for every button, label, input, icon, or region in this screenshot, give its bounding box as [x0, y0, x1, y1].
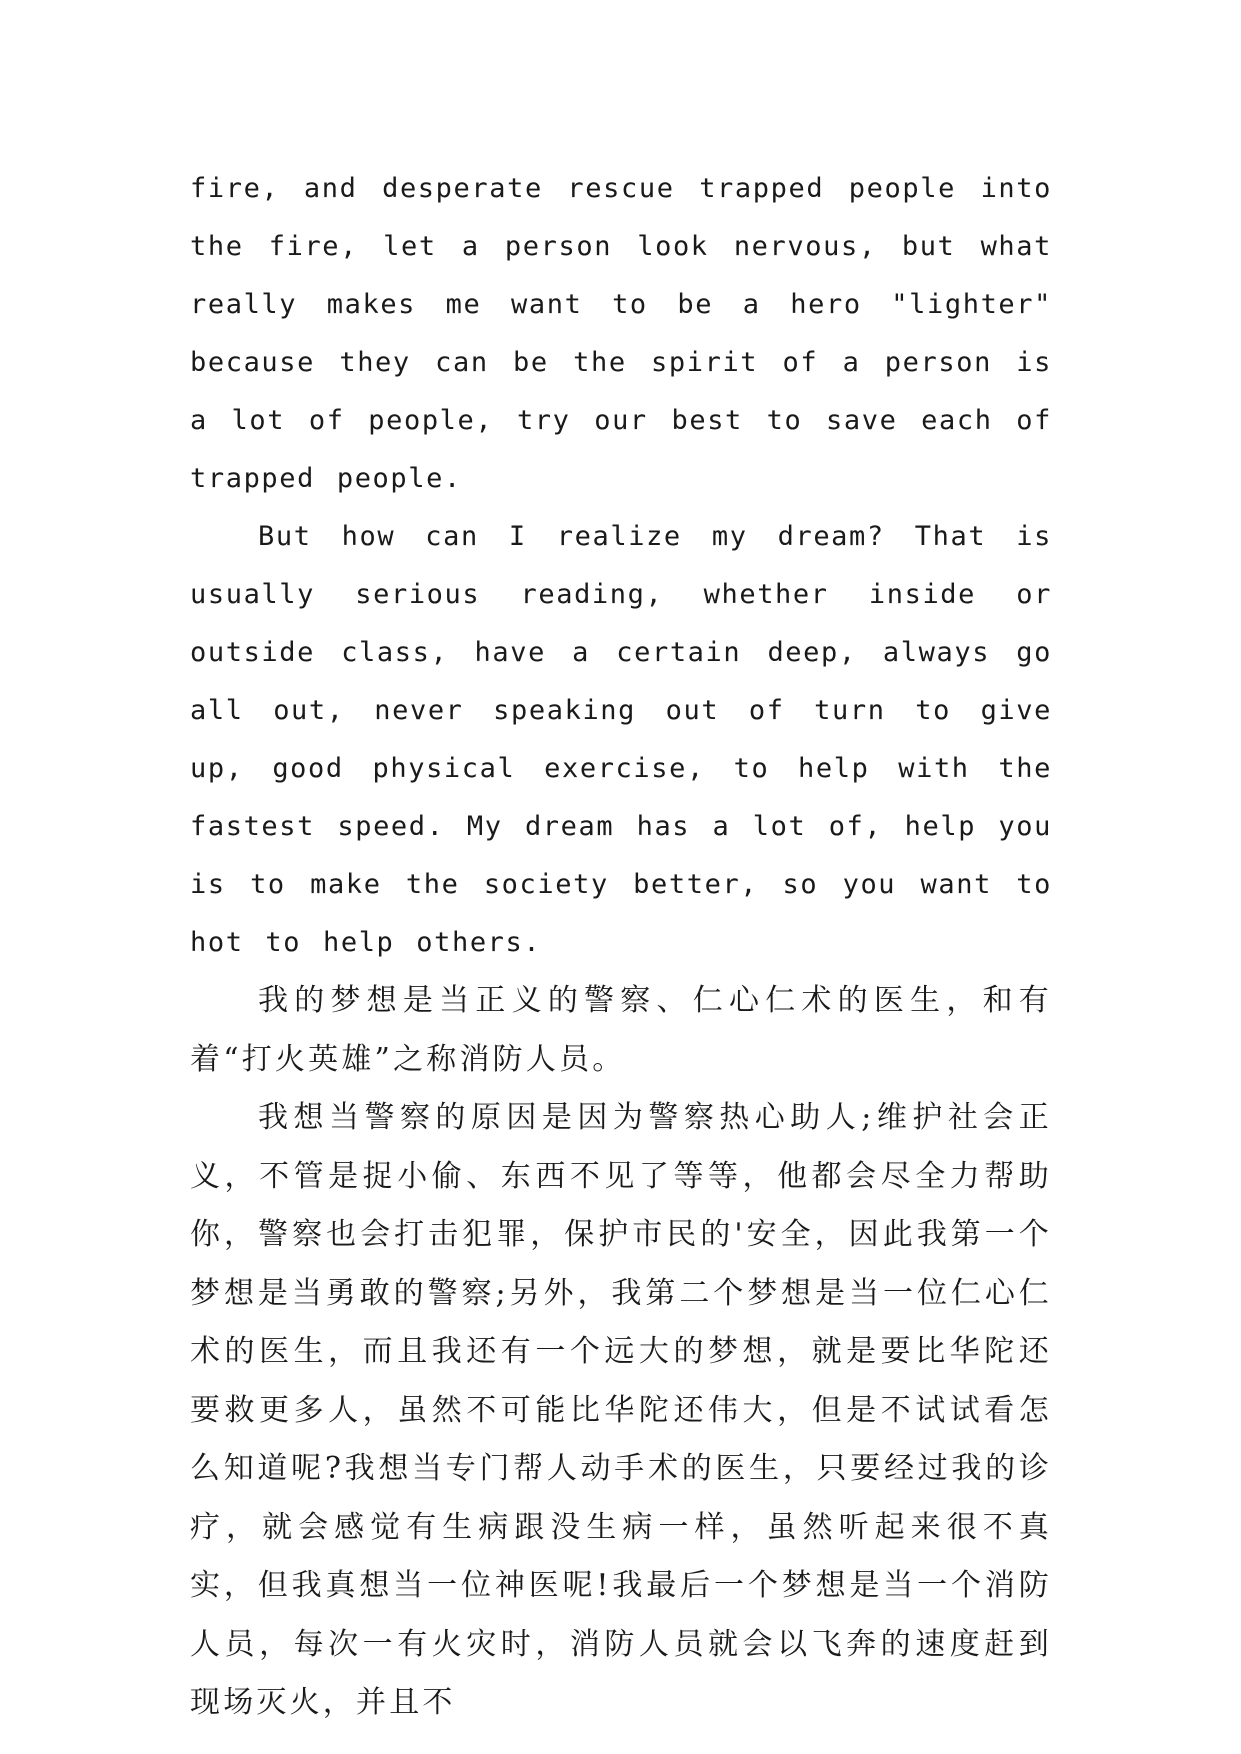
document-body — [190, 160, 1052, 1733]
paragraph-firefighter-hero: fire, and desperate rescue trapped people into the fire, let a person look nervous, but what really makes me want to be a hero "lighter" because they can be the spirit of a person is a lot of people, try our best to save each of trapped people. — [190, 173, 1052, 494]
paragraph-police-doctor-firefighter: 我想当警察的原因是因为警察热心助人;维护社会正义，不管是捉小偷、东西不见了等等，他都会尽全力帮助你，警察也会打击犯罪，保护市民的'安全，因此我第一个梦想是当勇敢的警察;另外，我第二个梦想是当一位仁心仁术的医生，而且我还有一个远大的梦想，就是要比华陀还要救更多人，虽然不可能比华陀还伟大，但是不试试看怎么知道呢?我想当专门帮人动手术的医生，只要经过我的诊疗，就会感觉有生病跟没生病一样，虽然听起来很不真实，但我真想当一位神医呢!我最后一个梦想是当一个消防人员，每次一有火灾时，消防人员就会以飞奔的速度赶到现场灭火，并且不 — [190, 1100, 1052, 1720]
paragraph-realize-dream: But how can I realize my dream? That is usually serious reading, whether inside or outside class, have a certain deep, always go all out, never speaking out of turn to give up, good physical exercise, to help with the fastest speed. My dream has a lot of, help you is to make the society better, so you want to hot to help others. — [190, 521, 1052, 958]
paragraph-my-dreams-intro: 我的梦想是当正义的警察、仁心仁术的医生，和有着“打火英雄”之称消防人员。 — [190, 983, 1052, 1077]
